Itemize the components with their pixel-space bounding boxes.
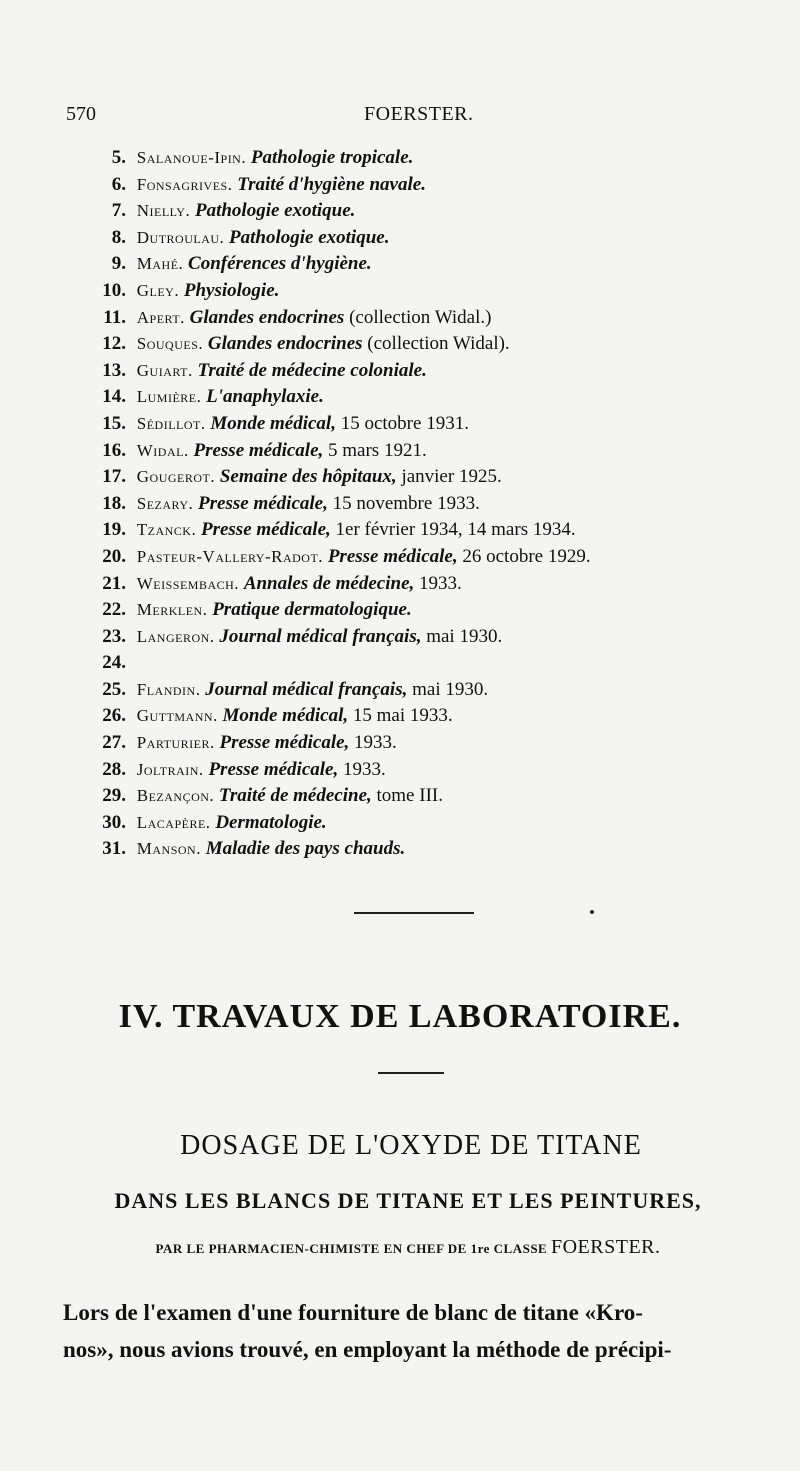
reference-number: 20.	[102, 545, 126, 567]
reference-detail: janvier 1925.	[401, 466, 502, 488]
reference-number: 8.	[111, 226, 126, 248]
reference-title: Pathologie exotique.	[194, 200, 356, 222]
section-heading: IV. TRAVAUX DE LABORATOIRE.	[118, 998, 682, 1035]
reference-item	[70, 384, 710, 411]
reference-item	[70, 331, 710, 358]
reference-item	[70, 305, 710, 332]
reference-item	[70, 757, 710, 784]
reference-title: Traité de médecine coloniale.	[197, 359, 427, 381]
reference-detail: (collection Widal.)	[349, 306, 492, 328]
reference-item	[70, 730, 710, 757]
reference-number: 5.	[111, 147, 126, 168]
reference-number: 28.	[102, 758, 126, 780]
reference-item	[70, 517, 710, 544]
reference-number: 10.	[102, 279, 126, 301]
reference-title: Maladie des pays chauds.	[205, 838, 406, 860]
reference-author: Nielly.	[136, 201, 191, 221]
reference-title: Presse médicale,	[219, 732, 350, 754]
reference-title: Dermatologie.	[215, 811, 327, 833]
byline-author: FOERSTER.	[550, 1236, 661, 1258]
reference-number: 6.	[111, 173, 126, 195]
reference-author: Fonsagrives.	[136, 174, 233, 194]
reference-item	[70, 278, 710, 305]
reference-author: Widal.	[136, 440, 189, 460]
reference-number: 25.	[102, 678, 126, 700]
reference-item	[70, 145, 710, 172]
reference-item	[70, 703, 710, 730]
reference-title: Pratique dermatologique.	[212, 599, 412, 621]
reference-title: Journal médical français,	[205, 678, 408, 700]
reference-number: 23.	[102, 625, 126, 647]
reference-item	[70, 624, 710, 651]
reference-detail: 1933.	[354, 732, 397, 754]
reference-author: Guiart.	[136, 360, 193, 380]
reference-author: Parturier.	[136, 733, 215, 753]
reference-number: 29.	[102, 785, 126, 807]
reference-title: Monde médical,	[222, 705, 349, 727]
reference-title: Semaine des hôpitaux,	[219, 466, 397, 488]
reference-title: Presse médicale,	[193, 439, 324, 461]
reference-title: Presse médicale,	[198, 492, 328, 514]
reference-author: Mahé.	[136, 254, 184, 274]
reference-author: Souques.	[136, 334, 204, 354]
reference-title: Pathologie exotique.	[229, 226, 390, 248]
reference-item	[70, 464, 710, 491]
reference-author: Tzanck.	[136, 520, 197, 540]
reference-number: 21.	[102, 572, 126, 594]
page-header	[66, 103, 750, 133]
reference-number: 31.	[102, 838, 126, 860]
reference-item	[70, 172, 710, 199]
byline-prefix: PAR LE PHARMACIEN-CHIMISTE EN CHEF DE 1re CLASSE	[155, 1241, 548, 1256]
reference-author: Gley.	[136, 280, 180, 300]
reference-author: Lumière.	[136, 387, 202, 407]
reference-author: Langeron.	[136, 626, 215, 646]
reference-title: Physiologie.	[183, 279, 280, 301]
reference-author: Dutroulau.	[136, 227, 225, 247]
reference-detail: tome III.	[376, 785, 443, 807]
reference-detail: 15 novembre 1933.	[332, 492, 480, 514]
reference-title: Traité d'hygiène navale.	[237, 173, 426, 195]
reference-number: 9.	[111, 253, 126, 275]
reference-detail: 5 mars 1921.	[328, 439, 427, 461]
reference-author: Guttmann.	[136, 706, 218, 726]
reference-title: L'anaphylaxie.	[206, 386, 324, 408]
reference-number: 11.	[103, 306, 126, 328]
reference-author: Lacapère.	[136, 812, 211, 832]
body-line: nos», nous avions trouvé, en employant la méthode de précipi-	[63, 1337, 672, 1362]
reference-author: Joltrain.	[136, 759, 204, 779]
reference-number: 30.	[102, 811, 126, 833]
reference-item	[70, 225, 710, 252]
reference-item	[70, 836, 710, 863]
reference-item	[70, 597, 710, 624]
reference-number: 16.	[102, 439, 126, 461]
section-rule	[378, 1072, 444, 1074]
reference-title: Glandes endocrines	[207, 333, 363, 355]
article-title: DOSAGE DE L'OXYDE DE TITANE	[180, 1130, 642, 1161]
reference-author: Bezançon.	[136, 786, 215, 806]
reference-number: 22.	[102, 599, 126, 621]
reference-title: Conférences d'hygiène.	[188, 253, 372, 275]
body-line: Lors de l'examen d'une fourniture de blanc de titane «Kro-	[63, 1300, 643, 1325]
reference-item	[70, 544, 710, 571]
reference-detail: 15 octobre 1931.	[340, 412, 469, 434]
reference-number: 18.	[102, 492, 126, 514]
reference-number: 7.	[111, 200, 126, 222]
section-divider	[354, 912, 474, 914]
reference-item	[70, 411, 710, 438]
reference-author: Gougerot.	[136, 467, 216, 487]
reference-title: Annales de médecine,	[243, 572, 415, 594]
reference-author: Salanoue-Ipin.	[136, 148, 247, 167]
reference-author: Weissembach.	[136, 573, 240, 593]
reference-detail: 26 octobre 1929.	[462, 545, 591, 567]
reference-author: Sédillot.	[136, 413, 206, 433]
reference-title: Presse médicale,	[327, 545, 458, 567]
reference-item	[70, 677, 710, 704]
divider-dot	[590, 910, 594, 914]
reference-item	[70, 491, 710, 518]
reference-detail: mai 1930.	[426, 625, 503, 647]
reference-number: 17.	[102, 466, 126, 488]
reference-item	[70, 783, 710, 810]
reference-title: Pathologie tropicale.	[250, 147, 414, 168]
reference-item	[70, 251, 710, 278]
reference-item	[70, 438, 710, 465]
running-title: FOERSTER.	[364, 103, 474, 125]
reference-author: Sezary.	[136, 493, 194, 513]
reference-author: Apert.	[136, 307, 185, 327]
reference-title: Presse médicale,	[208, 758, 339, 780]
reference-title: Journal médical français,	[219, 625, 422, 647]
reference-item	[70, 358, 710, 385]
reference-number: 19.	[102, 519, 126, 541]
reference-author: Flandin.	[136, 679, 201, 699]
reference-author: Pasteur-Vallery-Radot.	[136, 546, 324, 566]
reference-item	[70, 571, 710, 598]
reference-title: Monde médical,	[210, 412, 336, 434]
reference-number: 14.	[102, 386, 126, 408]
reference-number: 13.	[102, 359, 126, 381]
article-subtitle: DANS LES BLANCS DE TITANE ET LES PEINTURES,	[114, 1188, 702, 1213]
body-text	[63, 1294, 753, 1368]
reference-author: Merklen.	[136, 600, 208, 620]
reference-title: Glandes endocrines	[189, 306, 345, 328]
reference-number: 24.	[102, 652, 126, 674]
reference-number: 26.	[102, 705, 126, 727]
reference-title: Traité de médecine,	[218, 785, 372, 807]
reference-number: 27.	[102, 732, 126, 754]
reference-number: 12.	[102, 333, 126, 355]
reference-item	[70, 650, 710, 677]
page-number: 570	[66, 103, 96, 125]
reference-detail: mai 1930.	[412, 678, 489, 700]
reference-list	[70, 145, 710, 863]
reference-detail: (collection Widal).	[367, 333, 510, 355]
reference-number: 15.	[102, 412, 126, 434]
reference-title: Presse médicale,	[200, 519, 331, 541]
reference-author: Manson.	[136, 839, 201, 859]
reference-detail: 1933.	[342, 758, 386, 780]
reference-item	[70, 198, 710, 225]
byline	[0, 1236, 800, 1259]
reference-detail: 1933.	[419, 572, 462, 594]
reference-item	[70, 810, 710, 837]
reference-detail: 1er février 1934, 14 mars 1934.	[335, 519, 576, 541]
reference-detail: 15 mai 1933.	[352, 705, 453, 727]
